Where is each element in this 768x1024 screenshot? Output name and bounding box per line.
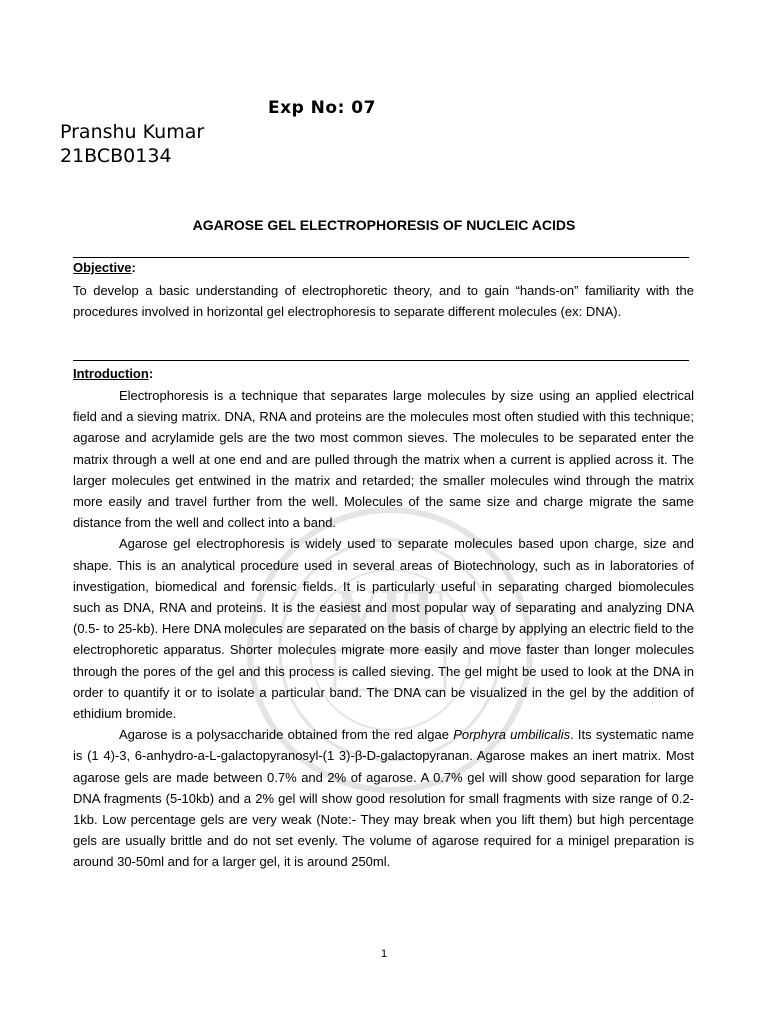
- divider-line: [73, 257, 689, 258]
- document-title: AGAROSE GEL ELECTROPHORESIS OF NUCLEIC ACIDS: [192, 217, 576, 233]
- objective-text: To develop a basic understanding of electrophoretic theory, and to gain “hands-on” familiarity with the procedures involved in horizontal gel electrophoresis to separate different molecules (ex: DNA).: [73, 283, 694, 320]
- divider-line: [73, 360, 689, 361]
- introduction-paragraph-1: Electrophoresis is a technique that separates large molecules by size using an applied electrical field and a sieving matrix. DNA, RNA and proteins are the molecules most often studied with this technique; agarose and acrylamide gels are the two most common sieves. The molecules to be separated enter the matrix through a well at one end and are pulled through the matrix when a current is applied across it. The larger molecules get entwined in the matrix and retarded; the smaller molecules wind through the matrix more easily and travel further from the well. Molecules of the same size and charge migrate the same distance from the well and collect into a band.: [73, 388, 694, 531]
- experiment-number: Exp No: 07: [268, 98, 376, 118]
- introduction-body: [73, 385, 694, 873]
- species-name: Porphyra umbilicalis: [453, 727, 571, 743]
- introduction-heading: Introduction:: [73, 366, 154, 381]
- author-id: 21BCB0134: [60, 145, 172, 167]
- author-block: [60, 120, 204, 168]
- objective-heading: Objective:: [73, 260, 136, 275]
- introduction-paragraph-3: Agarose is a polysaccharide obtained from the red algae Porphyra umbilicalis. Its systematic name is (1 4)-3, 6-anhydro-a-L-galactopyranosyl-(1 3)-β-D-galactopyranan. Agarose makes an inert matrix. Most agarose gels are made between 0.7% and 2% of agarose. A 0.7% gel will show good separation for large DNA fragments (5-10kb) and a 2% gel will show good resolution for small fragments with size range of 0.2-1kb. Low percentage gels are very weak (Note:- They may break when you lift them) but high percentage gels are usually brittle and do not set evenly. The volume of agarose required for a minigel preparation is around 30-50ml and for a larger gel, it is around 250ml.: [73, 727, 694, 870]
- svg-text:VIT: VIT: [336, 577, 444, 643]
- author-name: Pranshu Kumar: [60, 121, 205, 143]
- introduction-paragraph-2: Agarose gel electrophoresis is widely used to separate molecules based upon charge, size and shape. This is an analytical procedure used in several areas of Biotechnology, such as in laboratories of investigation, biomedical and forensic fields. It is particularly useful in separating charged biomolecules such as DNA, RNA and proteins. It is the easiest and most popular way of separating and analyzing DNA (0.5- to 25-kb). Here DNA molecules are separated on the basis of charge by applying an electric field to the electrophoretic apparatus. Shorter molecules migrate more easily and move faster than longer molecules through the pores of the gel and this process is called sieving. The gel might be used to look at the DNA in order to quantify it or to isolate a particular band. The DNA can be visualized in the gel by the addition of ethidium bromide.: [73, 536, 694, 722]
- page-number: 1: [380, 948, 388, 960]
